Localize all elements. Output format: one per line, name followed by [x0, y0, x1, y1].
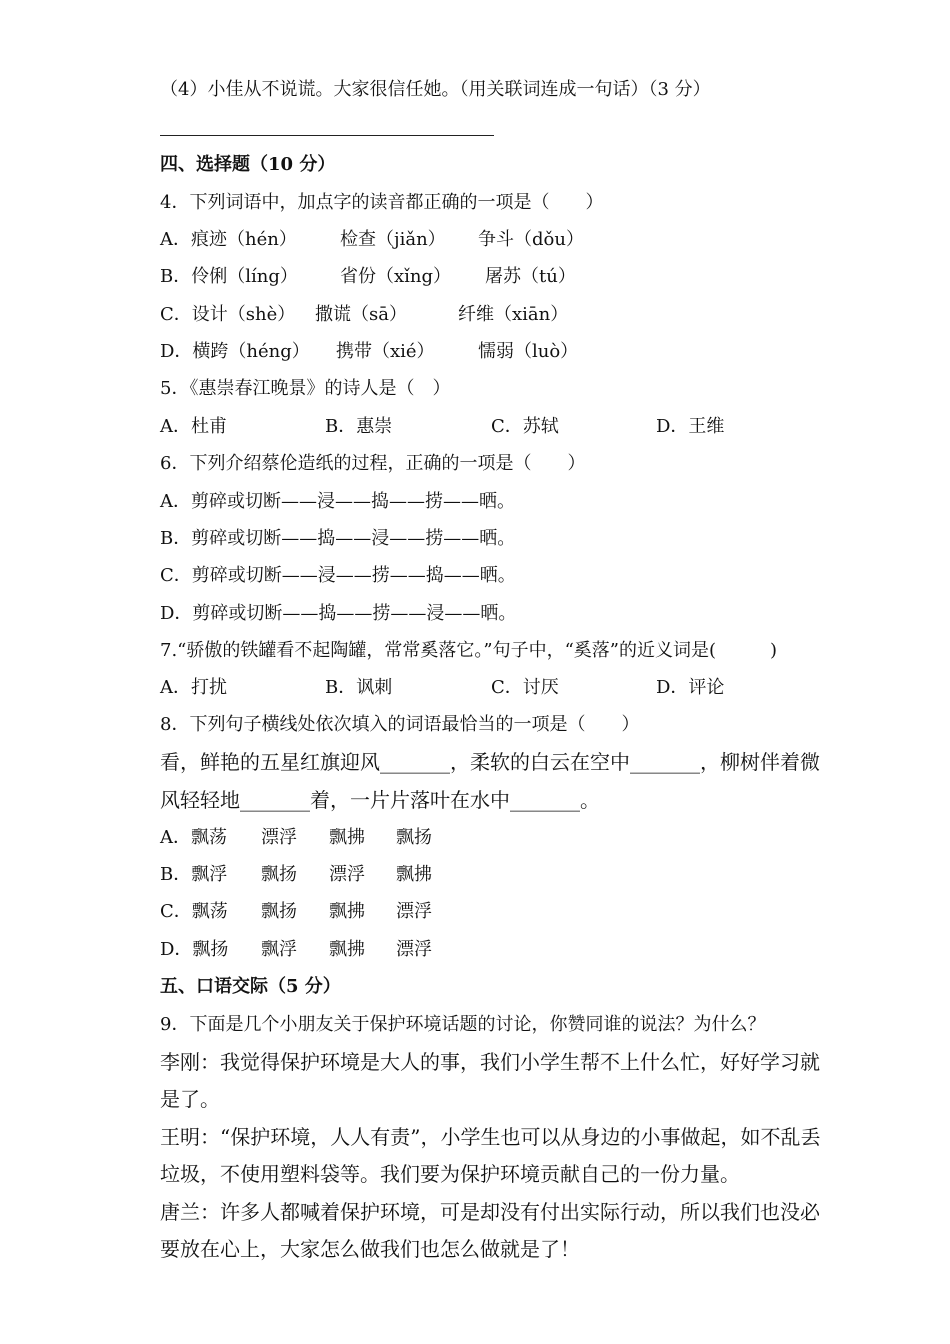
q9-tang-lan-line-2: 要放在心上，大家怎么做我们也怎么做就是了！ [160, 1237, 580, 1261]
q7-stem: 7.“骄傲的铁罐看不起陶罐，常常奚落它。”句子中，“奚落”的近义词是( ) [160, 640, 778, 661]
q9-tang-lan-line-1: 唐兰：许多人都喊着保护环境，可是却没有付出实际行动，所以我们也没必 [160, 1200, 820, 1224]
section4-title: 四、选择题（10 分） [160, 154, 336, 175]
q9-stem: 9．下面是几个小朋友关于保护环境话题的讨论，你赞同谁的说法？为什么？ [160, 1014, 766, 1035]
answer-blank-line [160, 135, 494, 136]
q6-option-d: D．剪碎或切断——捣——捞——浸——晒。 [160, 603, 517, 624]
q8-stem: 8．下列句子横线处依次填入的词语最恰当的一项是（ ） [160, 714, 640, 735]
q6-option-a: A．剪碎或切断——浸——捣——捞——晒。 [160, 491, 515, 512]
q9-li-gang-line-1: 李刚：我觉得保护环境是大人的事，我们小学生帮不上什么忙，好好学习就 [160, 1050, 820, 1074]
q9-wang-ming-line-1: 王明：“保护环境，人人有责”，小学生也可以从身边的小事做起，如不乱丢 [160, 1125, 821, 1149]
q3-4-prompt: （4）小佳从不说谎。大家很信任她。（用关联词连成一句话）（3 分） [160, 79, 711, 100]
q6-option-b: B．剪碎或切断——捣——浸——捞——晒。 [160, 528, 516, 549]
q8-passage-line-1: 看，鲜艳的五星红旗迎风_______，柔软的白云在空中_______，柳树伴着微 [160, 750, 820, 774]
q4-stem: 4．下列词语中，加点字的读音都正确的一项是（ ） [160, 192, 604, 213]
q6-stem: 6．下列介绍蔡伦造纸的过程，正确的一项是（ ） [160, 453, 586, 474]
section5-title: 五、口语交际（5 分） [160, 976, 341, 997]
q5-stem: 5．《惠崇春江晚景》的诗人是（ ） [160, 378, 451, 399]
q9-li-gang-line-2: 是了。 [160, 1087, 220, 1111]
q6-option-c: C．剪碎或切断——浸——捞——捣——晒。 [160, 565, 516, 586]
q8-passage-line-2: 风轻轻地_______着，一片片落叶在水中_______。 [160, 788, 600, 812]
q9-wang-ming-line-2: 垃圾，不使用塑料袋等。我们要为保护环境贡献自己的一份力量。 [160, 1162, 740, 1186]
